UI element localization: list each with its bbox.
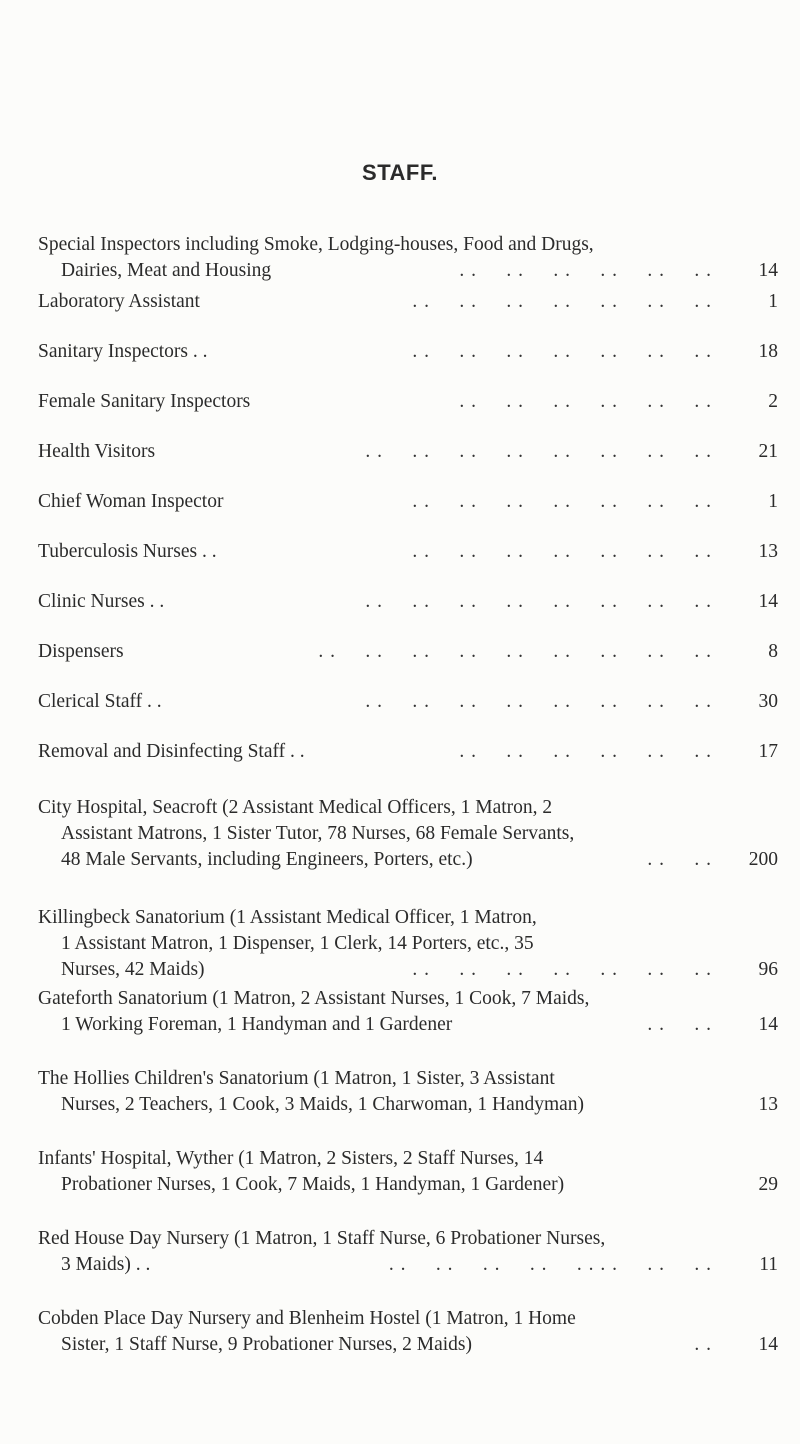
staff-count: 2 [768,391,778,412]
dot-leaders: . . . . . . . . . . . . [459,260,712,281]
entry-text: Sanitary Inspectors . . [38,341,208,362]
dot-leaders: . . . . . . . . . . . . . . . . . . [318,641,712,662]
entry-text: Red House Day Nursery (1 Matron, 1 Staff Nurse, 6 Probationer Nurses, [38,1228,606,1249]
staff-count: 96 [758,959,778,980]
staff-entry [38,1146,778,1198]
dot-leaders: . . . . . . . . . . . . . . . . [365,441,712,462]
dot-leaders: . . . . [647,849,712,870]
staff-entry [38,639,778,665]
dot-leaders: . . . . [647,1014,712,1035]
entry-text: Probationer Nurses, 1 Cook, 7 Maids, 1 Handyman, 1 Gardener) [61,1174,565,1195]
staff-count: 21 [758,441,778,462]
staff-entry [38,1066,778,1118]
staff-count: 11 [759,1254,778,1275]
dot-leaders: . . . . . . . . . . . . . . . . [365,691,712,712]
staff-entry [38,739,778,765]
staff-count: 200 [748,849,778,870]
entry-text: Removal and Disinfecting Staff . . [38,741,305,762]
staff-count: 17 [758,741,778,762]
dot-leaders: . . . . . . . . . . . . . . [412,491,712,512]
entry-text: 3 Maids) . . [61,1254,151,1275]
staff-entry [38,289,778,315]
dot-leaders: . . . . . . . . . . . . . . [412,291,712,312]
entry-text: Dairies, Meat and Housing [61,260,272,281]
staff-count: 14 [758,1014,778,1035]
staff-count: 14 [758,1334,778,1355]
staff-entry [38,489,778,515]
entry-text: 48 Male Servants, including Engineers, Porters, etc.) [61,849,473,870]
staff-count: 13 [758,1094,778,1115]
staff-entry [38,232,778,284]
dot-leaders: . . . . . . . . . . . . . . . . [388,1254,712,1275]
staff-count: 14 [758,260,778,281]
entry-text: Health Visitors [38,441,156,462]
entry-text: Clinic Nurses . . [38,591,165,612]
entry-text: Tuberculosis Nurses . . [38,541,217,562]
entry-text: 1 Working Foreman, 1 Handyman and 1 Gardener [61,1014,453,1035]
entry-text: 1 Assistant Matron, 1 Dispenser, 1 Clerk, 14 Porters, etc., 35 [61,933,534,954]
entry-text: Female Sanitary Inspectors [38,391,251,412]
entry-text: Sister, 1 Staff Nurse, 9 Probationer Nurses, 2 Maids) [61,1334,473,1355]
staff-entry [38,589,778,615]
staff-entry [38,905,778,983]
dot-leaders: . . [694,1334,712,1355]
dot-leaders: . . . . . . . . . . . . [459,741,712,762]
entry-text: Assistant Matrons, 1 Sister Tutor, 78 Nurses, 68 Female Servants, [61,823,575,844]
staff-count: 8 [768,641,778,662]
staff-count: 13 [758,541,778,562]
staff-count: 14 [758,591,778,612]
dot-leaders: . . . . . . . . . . . . . . . . [365,591,712,612]
staff-entry [38,689,778,715]
page-title: STAFF. [362,160,438,185]
entry-text: Dispensers [38,641,124,662]
staff-count: 1 [768,291,778,312]
staff-entry [38,539,778,565]
entry-text: The Hollies Children's Sanatorium (1 Matron, 1 Sister, 3 Assistant [38,1068,555,1089]
staff-entry [38,339,778,365]
entry-text: Gateforth Sanatorium (1 Matron, 2 Assistant Nurses, 1 Cook, 7 Maids, [38,988,590,1009]
staff-count: 30 [758,691,778,712]
entry-text: Chief Woman Inspector [38,491,224,512]
staff-entry [38,439,778,465]
staff-count: 1 [768,491,778,512]
entry-text: Clerical Staff . . [38,691,162,712]
staff-entry [38,1306,778,1358]
entry-text: Nurses, 42 Maids) [61,959,205,980]
entry-text: Cobden Place Day Nursery and Blenheim Hostel (1 Matron, 1 Home [38,1308,576,1329]
dot-leaders: . . . . . . . . . . . . . . [412,341,712,362]
staff-entry [38,389,778,415]
staff-count: 29 [758,1174,778,1195]
entry-text: Killingbeck Sanatorium (1 Assistant Medical Officer, 1 Matron, [38,907,537,928]
staff-entry [38,795,778,873]
entry-text: City Hospital, Seacroft (2 Assistant Medical Officers, 1 Matron, 2 [38,797,553,818]
entry-text: Infants' Hospital, Wyther (1 Matron, 2 Sisters, 2 Staff Nurses, 14 [38,1148,544,1169]
staff-entry [38,986,778,1038]
dot-leaders: . . . . . . . . . . . . . . [412,541,712,562]
entry-text: Nurses, 2 Teachers, 1 Cook, 3 Maids, 1 Charwoman, 1 Handyman) [61,1094,585,1115]
staff-count: 18 [758,341,778,362]
dot-leaders: . . . . . . . . . . . . [459,391,712,412]
entry-text: Laboratory Assistant [38,291,200,312]
staff-entry [38,1226,778,1278]
entry-text: Special Inspectors including Smoke, Lodging-houses, Food and Drugs, [38,234,594,255]
dot-leaders: . . . . . . . . . . . . . . [412,959,712,980]
